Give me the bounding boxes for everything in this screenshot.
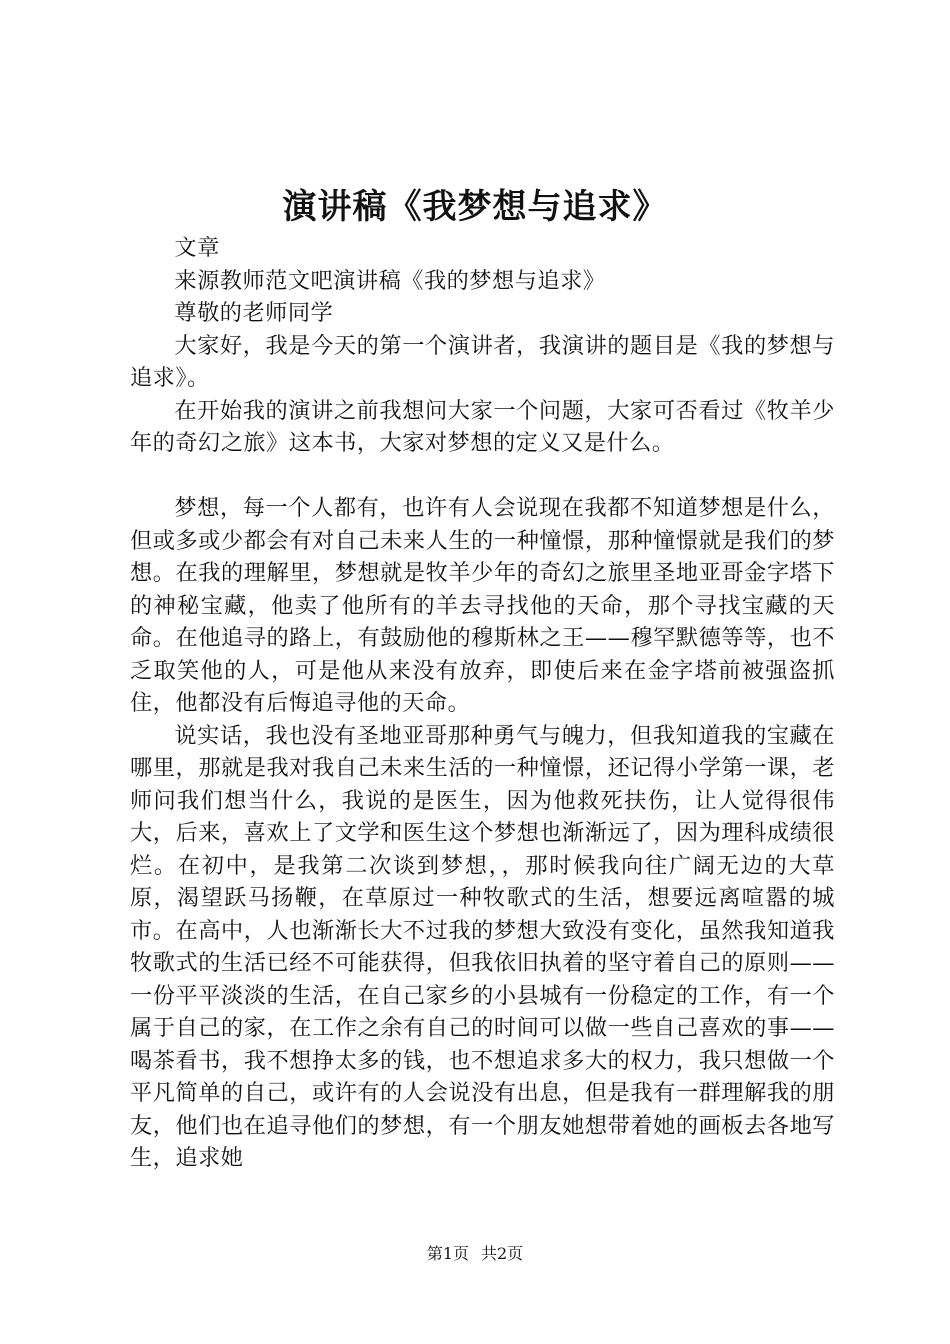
paragraph-source: 来源教师范文吧演讲稿《我的梦想与追求》 <box>174 267 606 294</box>
page-total: 共2页 <box>481 1244 524 1263</box>
page-number: 第1页 <box>426 1244 469 1263</box>
paragraph-salutation: 尊敬的老师同学 <box>174 300 334 326</box>
paragraph-honestly: 说实话，我也没有圣地亚哥那种勇气与魄力，但我知道我的宝藏在哪里，那就是我对我自己未来生活的一种憧憬，还记得小学第一课，老师问我们想当什么，我说的是医生，因为他救死扶伤，让人觉得很伟大，后来，喜欢上了文学和医生这个梦想也渐渐远了，因为理科成绩很烂。在初中，是我第二次谈到梦想，，那时候我向往广阔无边的大草原，渴望跃马扬鞭，在草原过一种牧歌式的生活，想要远离喧嚣的城市。在高中，人也渐渐长大不过我的梦想大致没有变化，虽然我知道我牧歌式的生活已经不可能获得，但我依旧执着的坚守着自己的原则——一份平平淡淡的生活，在自己家乡的小县城有一份稳定的工作，有一个属于自己的家，在工作之余有自己的时间可以做一些自己喜欢的事——喝茶看书，我不想挣太多的钱，也不想追求多大的权力，我只想做一个平凡简单的自己，或许有的人会说没有出息，但是我有一群理解我的朋友，他们也在追寻他们的梦想，有一个朋友她想带着她的画板去各地写生，追求她 <box>130 722 835 1171</box>
document-body <box>130 232 835 1175</box>
page-footer <box>0 1242 950 1266</box>
paragraph-greeting: 大家好，我是今天的第一个演讲者，我演讲的题目是《我的梦想与追求》。 <box>130 332 835 391</box>
paragraph-question: 在开始我的演讲之前我想问大家一个问题，大家可否看过《牧羊少年的奇幻之旅》这本书，大家对梦想的定义又是什么。 <box>130 397 835 456</box>
paragraph-spacer <box>130 460 835 493</box>
document-title: 演讲稿《我梦想与追求》 <box>282 187 668 227</box>
paragraph-dream: 梦想，每一个人都有，也许有人会说现在我都不知道梦想是什么，但或多或少都会有对自己未来人生的一种憧憬，那种憧憬就是我们的梦想。在我的理解里，梦想就是牧羊少年的奇幻之旅里圣地亚哥金字塔下的神秘宝藏，他卖了他所有的羊去寻找他的天命，那个寻找宝藏的天命。在他追寻的路上，有鼓励他的穆斯林之王——穆罕默德等等，也不乏取笑他的人，可是他从来没有放弃，即使后来在金字塔前被强盗抓住，他都没有后悔追寻他的天命。 <box>130 495 835 716</box>
paragraph-source-label: 文章 <box>174 235 220 261</box>
